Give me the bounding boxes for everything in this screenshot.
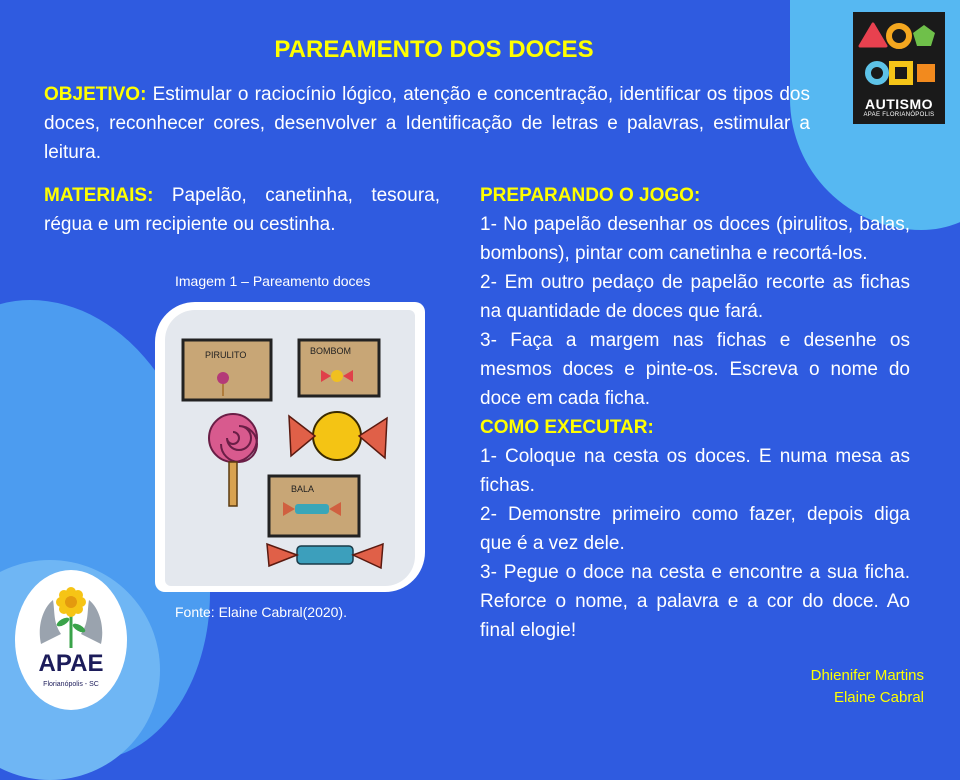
image-source: Fonte: Elaine Cabral(2020). [175, 604, 347, 620]
card-pirulito-label: PIRULITO [205, 350, 247, 360]
objective-paragraph [44, 80, 810, 167]
autismo-logo-sub: APAE FLORIANÓPOLIS [863, 112, 935, 118]
instructions-column [480, 181, 910, 645]
executing-step-3: 3- Pegue o doce na cesta e encontre a sua ficha. Reforce o nome, a palavra e a cor do doce. Ao final elogie! [480, 562, 910, 641]
page-title: PAREAMENTO DOS DOCES [274, 36, 594, 63]
materials-label: MATERIAIS: [44, 185, 154, 206]
executing-step-1: 1- Coloque na cesta os doces. E numa mesa as fichas. [480, 446, 910, 496]
apae-logo-name: APAE [38, 650, 104, 677]
apae-flower-hands-icon [33, 582, 109, 652]
card-bala-label: BALA [291, 484, 315, 494]
apae-logo-city: Florianópolis - SC [43, 681, 99, 688]
autismo-logo-name: AUTISMO [864, 96, 934, 112]
candy-cards-illustration [165, 310, 415, 586]
objective-text: Estimular o raciocínio lógico, atenção e concentração, identificar os tipos dos doces, reconhecer cores, desenvolver a Identificação de letras e palavras, estimular a leitura. [44, 84, 810, 163]
image-caption: Imagem 1 – Pareamento doces [175, 273, 371, 289]
card-pirulito [183, 340, 271, 400]
author-1: Dhienifer Martins [810, 667, 924, 684]
candy-matching-photo [155, 302, 425, 592]
preparing-heading: PREPARANDO O JOGO: [480, 185, 701, 206]
author-2: Elaine Cabral [833, 689, 924, 706]
preparing-step-3: 3- Faça a margem nas fichas e desenhe os mesmos doces e pinte-os. Escreva o nome do doce em cada ficha. [480, 330, 910, 409]
authors [811, 665, 924, 709]
executing-heading: COMO EXECUTAR: [480, 417, 654, 438]
materials-paragraph [44, 181, 440, 239]
preparing-step-2: 2- Em outro pedaço de papelão recorte as fichas na quantidade de doces que fará. [480, 272, 910, 322]
apae-logo [15, 570, 127, 710]
objective-label: OBJETIVO: [44, 84, 147, 105]
preparing-step-1: 1- No papelão desenhar os doces (pirulitos, balas, bombons), pintar com canetinha e recortá-los. [480, 214, 910, 264]
executing-step-2: 2- Demonstre primeiro como fazer, depois diga que é a vez dele. [480, 504, 910, 554]
autismo-logo [853, 12, 945, 124]
materials-text: Papelão, canetinha, tesoura, régua e um recipiente ou cestinha. [44, 185, 440, 235]
card-bombom-label: BOMBOM [310, 346, 352, 356]
